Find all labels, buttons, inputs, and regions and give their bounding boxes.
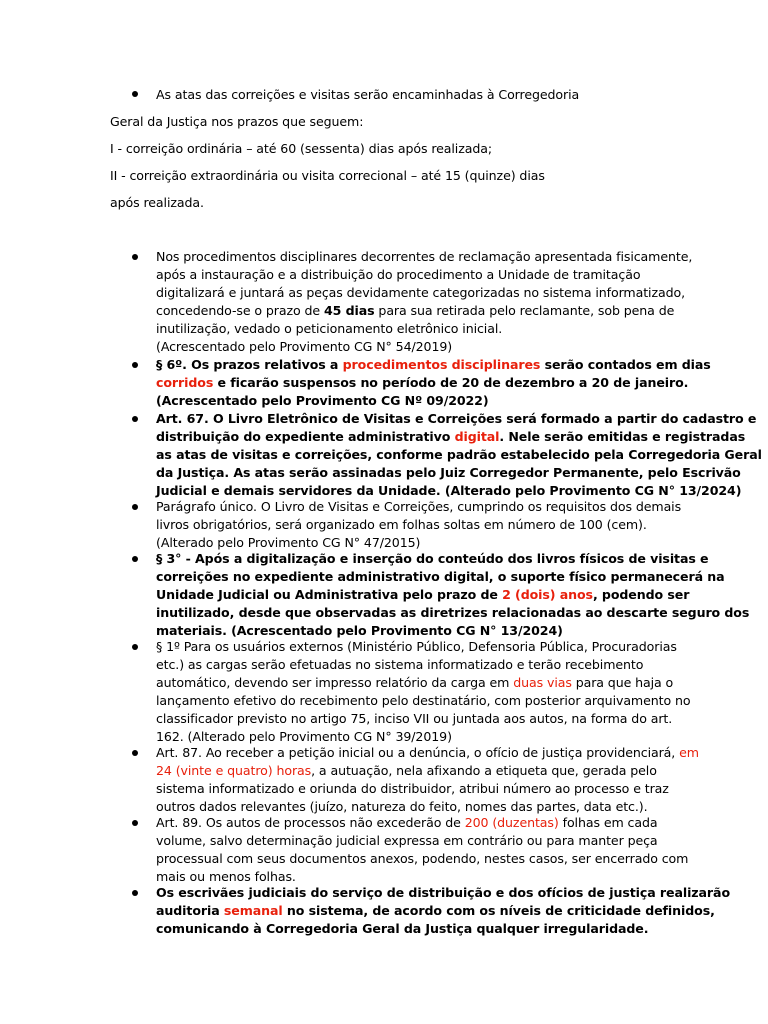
bullet-icon [132, 644, 138, 650]
paragraph-line: § 1º Para os usuários externos (Ministério Público, Defensoria Pública, Procuradorias [156, 639, 677, 654]
paragraph-line: Unidade Judicial ou Administrativa pelo prazo de 2 (dois) anos, podendo ser [156, 587, 690, 602]
paragraph-line: corridos e ficarão suspensos no período de 20 de dezembro a 20 de janeiro. [156, 375, 689, 390]
intro-line: Geral da Justiça nos prazos que seguem: [110, 114, 364, 129]
paragraph-line: Os escrivães judiciais do serviço de distribuição e dos ofícios de justiça realizarão [156, 885, 730, 900]
paragraph-line: classificador previsto no artigo 75, inciso VII ou juntada aos autos, na forma do art. [156, 711, 673, 726]
paragraph-line: livros obrigatórios, será organizado em folhas soltas em número de 100 (cem). [156, 517, 647, 532]
paragraph-line: outros dados relevantes (juízo, natureza do feito, nomes das partes, data etc.). [156, 799, 648, 814]
paragraph-line: auditoria semanal no sistema, de acordo com os níveis de criticidade definidos, [156, 903, 715, 918]
paragraph-line: etc.) as cargas serão efetuadas no sistema informatizado e terão recebimento [156, 657, 644, 672]
paragraph-line: comunicando à Corregedoria Geral da Justiça qualquer irregularidade. [156, 921, 649, 936]
paragraph-line: (Acrescentado pelo Provimento CG N° 54/2019) [156, 339, 453, 354]
paragraph-line: volume, salvo determinação judicial expressa em contrário ou para manter peça [156, 833, 658, 848]
bullet-icon [132, 91, 138, 97]
intro-line: I - correição ordinária – até 60 (sessenta) dias após realizada; [110, 141, 492, 156]
paragraph-line: materiais. (Acrescentado pelo Provimento CG N° 13/2024) [156, 623, 563, 638]
intro-line: após realizada. [110, 195, 204, 210]
paragraph-line: sistema informatizado e oriunda do distribuidor, atribui número ao processo e traz [156, 781, 669, 796]
bullet-icon [132, 556, 138, 562]
bullet-icon [132, 254, 138, 260]
paragraph-line: Parágrafo único. O Livro de Visitas e Correições, cumprindo os requisitos dos demais [156, 499, 682, 514]
paragraph-line: (Alterado pelo Provimento CG N° 47/2015) [156, 535, 421, 550]
paragraph-line: 162. (Alterado pelo Provimento CG N° 39/2019) [156, 729, 452, 744]
bullet-icon [132, 416, 138, 422]
paragraph-line: inutilizado, desde que observadas as diretrizes relacionadas ao descarte seguro dos [156, 605, 750, 620]
bullet-icon [132, 362, 138, 368]
paragraph-line: distribuição do expediente administrativo digital. Nele serão emitidas e registradas [156, 429, 746, 444]
paragraph-line: da Justiça. As atas serão assinadas pelo Juiz Corregedor Permanente, pelo Escrivão [156, 465, 741, 480]
paragraph-line: Art. 67. O Livro Eletrônico de Visitas e Correições será formado a partir do cadastro e [156, 411, 757, 426]
intro-line: II - correição extraordinária ou visita correcional – até 15 (quinze) dias [110, 168, 545, 183]
paragraph-line: automático, devendo ser impresso relatório da carga em duas vias para que haja o [156, 675, 674, 690]
paragraph-line: após a instauração e a distribuição do procedimento a Unidade de tramitação [156, 267, 641, 282]
bullet-icon [132, 890, 138, 896]
paragraph-line: processual com seus documentos anexos, podendo, nestes casos, ser encerrado com [156, 851, 689, 866]
paragraph-line: digitalizará e juntará as peças devidamente categorizadas no sistema informatizado, [156, 285, 685, 300]
paragraph-line: Art. 89. Os autos de processos não excederão de 200 (duzentas) folhas em cada [156, 815, 658, 830]
paragraph-line: lançamento efetivo do recebimento pelo destinatário, com posterior arquivamento no [156, 693, 691, 708]
bullet-icon [132, 820, 138, 826]
paragraph-line: (Acrescentado pelo Provimento CG Nº 09/2022) [156, 393, 489, 408]
paragraph-line: as atas de visitas e correições, conforme padrão estabelecido pela Corregedoria Geral [156, 447, 762, 462]
intro-bullet-text: As atas das correições e visitas serão encaminhadas à Corregedoria [156, 87, 580, 102]
paragraph-line: Art. 87. Ao receber a petição inicial ou a denúncia, o ofício de justiça providenciará, em [156, 745, 699, 760]
paragraph-line: 24 (vinte e quatro) horas, a autuação, nela afixando a etiqueta que, gerada pelo [156, 763, 657, 778]
paragraph-line: § 3° - Após a digitalização e inserção do conteúdo dos livros físicos de visitas e [156, 551, 709, 566]
bullet-icon [132, 504, 138, 510]
paragraph-line: concedendo-se o prazo de 45 dias para sua retirada pelo reclamante, sob pena de [156, 303, 675, 318]
paragraph-line: mais ou menos folhas. [156, 869, 296, 884]
paragraph-line: correições no expediente administrativo digital, o suporte físico permanecerá na [156, 569, 725, 584]
paragraph-line: Judicial e demais servidores da Unidade. (Alterado pelo Provimento CG N° 13/2024) [156, 483, 742, 498]
paragraph-line: § 6º. Os prazos relativos a procedimentos disciplinares serão contados em dias [156, 357, 711, 372]
bullet-icon [132, 750, 138, 756]
paragraph-line: inutilização, vedado o peticionamento eletrônico inicial. [156, 321, 503, 336]
paragraph-line: Nos procedimentos disciplinares decorrentes de reclamação apresentada fisicamente, [156, 249, 693, 264]
